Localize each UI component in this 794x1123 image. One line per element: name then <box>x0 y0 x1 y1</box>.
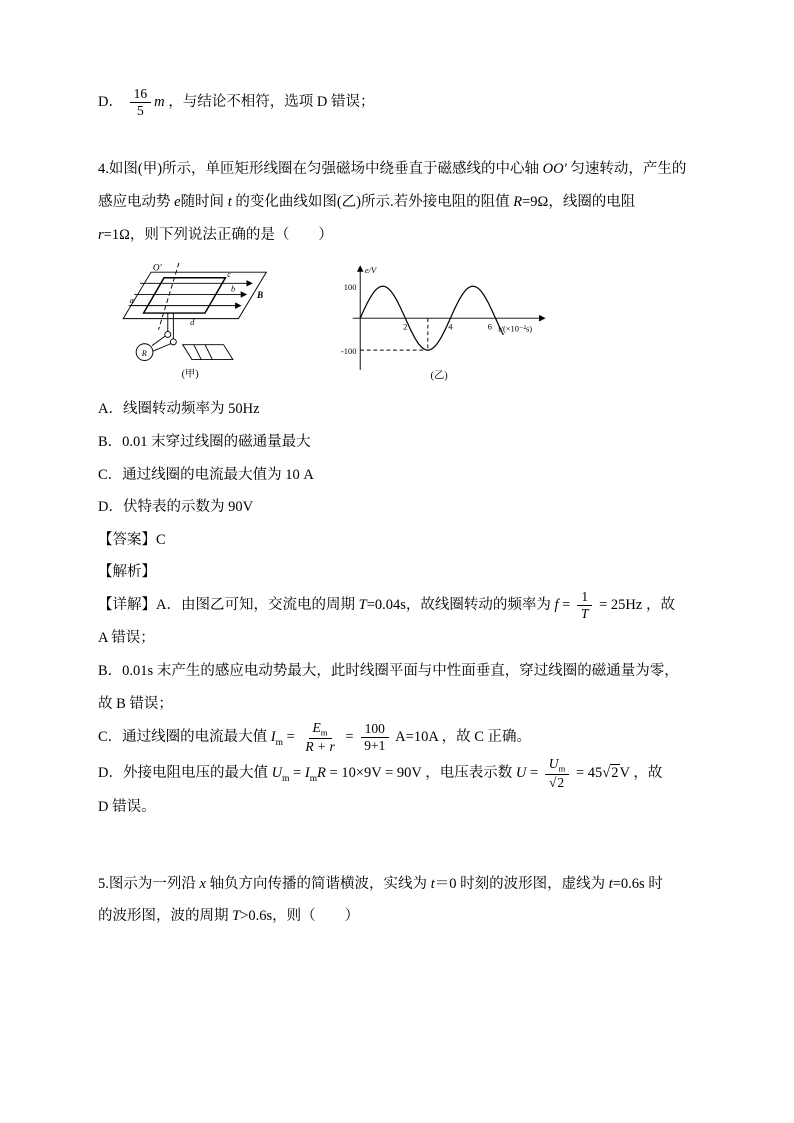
variable-U: U <box>271 764 283 781</box>
analysis-label: 【解析】 <box>98 564 156 581</box>
figure-yi-emf-graph <box>328 259 554 383</box>
label-b: b <box>231 284 236 294</box>
text-run: ，电压表示数 <box>421 764 516 781</box>
label-B: B <box>257 291 264 302</box>
result-run: A=10A <box>395 729 438 746</box>
text-run: C．通过线圈的电流最大值 <box>98 729 268 746</box>
label-O-prime: O′ <box>152 263 162 274</box>
variable: R <box>513 194 523 210</box>
q4-stem-line-2 <box>98 186 698 219</box>
label-c: c <box>227 270 232 280</box>
variable: t <box>430 875 435 892</box>
detail-c-line <box>98 720 698 755</box>
label-d: d <box>190 318 195 328</box>
unit: V <box>619 764 630 781</box>
brush-base <box>183 345 233 360</box>
q4-stem-line-1 <box>98 153 698 186</box>
figure-jia-coil-diagram <box>112 259 284 382</box>
variable: t <box>608 875 613 892</box>
variable: t <box>227 194 232 210</box>
equals-sign: = <box>529 764 539 781</box>
variable: e <box>174 194 181 210</box>
text-run: 的变化曲线如图(乙)所示.若外接电阻的阻值 <box>231 194 514 210</box>
equals-sign: = <box>286 729 295 746</box>
detail-a-line2: A 错误； <box>98 630 155 647</box>
prev-item-d-line <box>98 86 698 119</box>
radicand: 2 <box>611 764 619 781</box>
tick-100: 100 <box>343 282 357 293</box>
fraction-1-T <box>577 589 593 622</box>
fraction-denominator: R + r <box>305 739 335 755</box>
text-run: ，故 <box>642 597 675 614</box>
variable: r <box>98 226 104 243</box>
radicand: 2 <box>557 774 565 790</box>
text-run: 的波形图，波的周期 <box>98 908 233 925</box>
option-d-label: D． <box>98 94 123 111</box>
fraction-numerator: 1 <box>577 589 592 606</box>
q5-stem-line-2 <box>98 900 698 933</box>
x-axis-label: t/(×10⁻²s) <box>498 323 533 334</box>
subscript-m: m <box>320 727 328 738</box>
text-run: C．通过线圈的电流最大值为 10 A <box>98 466 314 483</box>
fraction-denominator: 9+1 <box>364 738 386 754</box>
text-run: =1Ω，则下列说法正确的是（ ） <box>103 226 333 243</box>
equals-sign: = <box>575 764 585 781</box>
variable-U: U <box>515 764 527 781</box>
wire <box>152 337 165 346</box>
variable: x <box>199 875 206 892</box>
tick-2: 2 <box>403 321 408 332</box>
q4-option-d <box>98 491 698 524</box>
variable-f: f <box>554 597 559 614</box>
text-run: ，故 C 正确。 <box>438 729 532 746</box>
answer-line: 【答案】C <box>98 531 166 548</box>
subscript-m: m <box>282 773 290 784</box>
fraction-numerator: 16 <box>130 86 152 103</box>
text-run: B．0.01 末穿过线圈的磁通量最大 <box>98 433 311 450</box>
text-run: D．外接电阻电压的最大值 <box>98 764 268 781</box>
variable: OO′ <box>542 161 567 178</box>
text-run: ＝0 时刻的波形图，虚线为 <box>434 875 609 892</box>
slip-ring <box>165 332 171 338</box>
text-run: 轴负方向传播的简谐横波，实线为 <box>205 875 431 892</box>
label-a: a <box>129 296 134 306</box>
q5-stem-line-1 <box>98 868 698 901</box>
fraction-numerator <box>545 756 570 775</box>
text-run: A．线圈转动频率为 50Hz <box>98 401 260 418</box>
text-run: 随时间 <box>180 194 228 210</box>
text-run: =9Ω，线圈的电阻 <box>522 194 636 210</box>
text-run: >0.6s，则（ ） <box>240 908 360 925</box>
variable: T <box>232 908 241 925</box>
prev-d-text: ，与结论不相符，选项 D 错误； <box>168 94 375 111</box>
detail-b-line2: 故 B 错误； <box>98 695 173 712</box>
hatch-line <box>205 345 212 360</box>
fraction-100-over-10 <box>360 721 389 754</box>
q4-figures <box>112 259 698 383</box>
text-run: 感应电动势 <box>98 194 175 210</box>
text-run: 匀速转动，产生的 <box>566 161 687 178</box>
text-run: =0.04s，故线圈转动的频率为 <box>366 597 555 614</box>
tick-4: 4 <box>448 321 453 332</box>
question-4-stem <box>98 153 698 251</box>
tick-neg-100: -100 <box>340 346 357 357</box>
fraction-numerator: 100 <box>361 721 389 738</box>
text-run: =0.6s 时 <box>612 875 663 892</box>
detail-d-line2: D 错误。 <box>98 799 156 816</box>
variable-U: U <box>548 755 559 771</box>
fraction-denominator: 5 <box>136 103 144 119</box>
coefficient: 45 <box>587 764 603 781</box>
variable-I: I <box>304 764 310 781</box>
wire <box>153 344 171 351</box>
equals-sign: = <box>293 764 302 781</box>
fraction-16-5 <box>130 86 152 119</box>
tick-6: 6 <box>487 321 492 332</box>
fraction-denominator <box>545 775 569 791</box>
q4-stem-line-3 <box>98 219 698 252</box>
detail-section <box>98 589 698 824</box>
detail-b-line1: B．0.01s 末产生的感应电动势最大，此时线圈平面与中性面垂直，穿过线圈的磁通量为零， <box>98 663 679 679</box>
variable-E: E <box>312 720 321 736</box>
fraction-Um-over-sqrt2 <box>545 756 570 791</box>
result-run: = 25Hz <box>599 597 643 614</box>
q4-option-a <box>98 393 698 426</box>
subscript-m: m <box>275 738 283 749</box>
variable-m: m <box>154 94 165 111</box>
variable-I: I <box>270 729 276 746</box>
q4-option-c <box>98 459 698 492</box>
fraction-numerator <box>309 720 332 739</box>
q4-options <box>98 393 698 524</box>
equals-sign: = <box>345 729 354 746</box>
text-run: 4.如图(甲)所示，单匝矩形线圈在匀强磁场中绕垂直于磁感线的中心轴 <box>98 161 543 178</box>
variable-T: T <box>358 597 367 614</box>
sqrt-sign: √ <box>548 774 557 790</box>
detail-a-line1 <box>98 589 698 622</box>
fraction-Em-over-R-plus-r <box>301 720 338 755</box>
text-run: D．伏特表的示数为 90V <box>98 499 254 516</box>
result-run: = 10×9V = 90V <box>329 764 422 781</box>
hatch-line <box>194 345 201 360</box>
figure-yi-caption: (乙) <box>430 370 448 382</box>
text-run: 5.图示为一列沿 <box>98 875 200 892</box>
label-R: R <box>141 349 147 359</box>
y-axis-label: e/V <box>364 265 377 276</box>
question-5-stem <box>98 868 698 933</box>
figure-jia-caption: (甲) <box>181 369 199 381</box>
equals-sign: = <box>562 597 571 614</box>
fraction-denominator: T <box>580 606 589 622</box>
text-run: 【详解】A．由图乙可知，交流电的周期 <box>98 597 359 614</box>
subscript-m: m <box>558 763 566 774</box>
subscript-m: m <box>309 773 318 784</box>
q4-option-b <box>98 426 698 459</box>
variable-R: R <box>317 764 326 781</box>
detail-d-line1 <box>98 756 698 791</box>
slip-ring <box>170 339 176 345</box>
text-run: ，故 <box>629 764 663 781</box>
sqrt-sign: √ <box>602 764 611 781</box>
